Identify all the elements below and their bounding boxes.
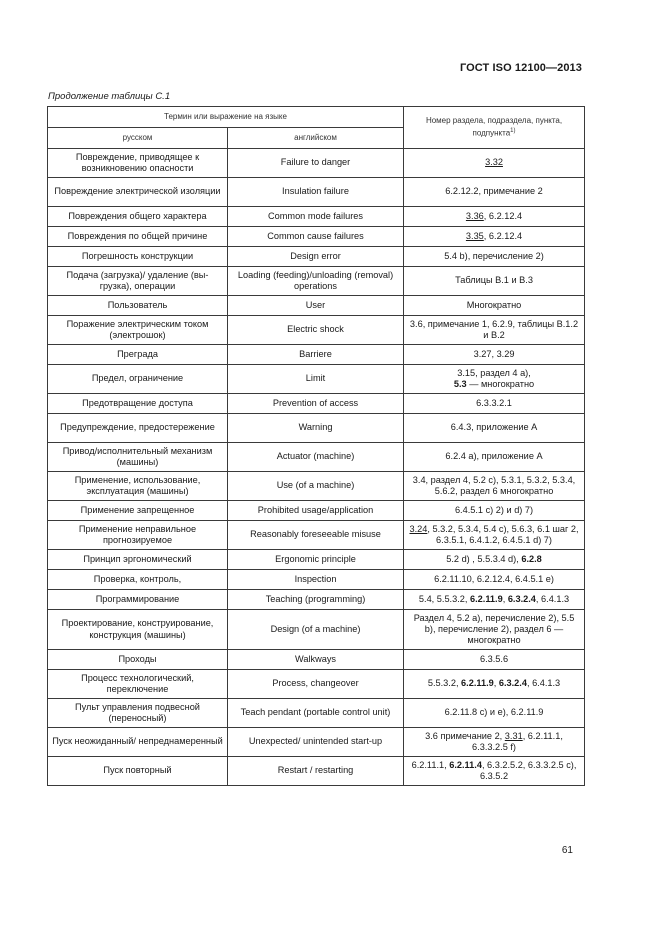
- term-en: Inspection: [228, 570, 404, 590]
- term-ru: Преграда: [48, 345, 228, 365]
- term-ref: 6.4.5.1 с) 2) и d) 7): [404, 501, 585, 521]
- term-ru: Пуск неожиданный/ непреднамеренный: [48, 728, 228, 757]
- term-en: Actuator (machine): [228, 443, 404, 472]
- term-ru: Процесс технологический, переключение: [48, 670, 228, 699]
- term-ru: Повреждение электрической изоляции: [48, 178, 228, 207]
- terms-table: [47, 106, 585, 786]
- term-ru: Пользователь: [48, 296, 228, 316]
- term-ru: Проектирование, конструирование, конструкция (машины): [48, 610, 228, 650]
- term-ref: 3.6 примечание 2, 3.31, 6.2.11.1, 6.3.3.2.5 f): [404, 728, 585, 757]
- table-row: [48, 316, 585, 345]
- term-en: User: [228, 296, 404, 316]
- term-ref: 6.2.11.8 c) и e), 6.2.11.9: [404, 699, 585, 728]
- term-ref: 5.5.3.2, 6.2.11.9, 6.3.2.4, 6.4.1.3: [404, 670, 585, 699]
- term-ref: 6.4.3, приложение А: [404, 414, 585, 443]
- term-ru: Повреждения общего характера: [48, 207, 228, 227]
- table-row: [48, 728, 585, 757]
- term-ru: Пуск повторный: [48, 757, 228, 786]
- table-row: [48, 207, 585, 227]
- table-row: [48, 365, 585, 394]
- table-row: [48, 472, 585, 501]
- term-ru: Принцип эргономический: [48, 550, 228, 570]
- term-ref: 3.32: [404, 149, 585, 178]
- table-row: [48, 590, 585, 610]
- table-row: [48, 699, 585, 728]
- term-ref: Многократно: [404, 296, 585, 316]
- term-ref: 3.15, раздел 4 а), 5.3 — многократно: [404, 365, 585, 394]
- header-english: английском: [228, 128, 404, 149]
- term-ref: 6.2.11.1, 6.2.11.4, 6.3.2.5.2, 6.3.3.2.5 c), 6.3.5.2: [404, 757, 585, 786]
- term-ref: 6.3.5.6: [404, 650, 585, 670]
- term-ref: Таблицы В.1 и В.3: [404, 267, 585, 296]
- term-en: Limit: [228, 365, 404, 394]
- term-ru: Применение неправильное прогнозируемое: [48, 521, 228, 550]
- term-ref: Раздел 4, 5.2 а), перечисление 2), 5.5 b), перечисление 2), раздел 6 — многократно: [404, 610, 585, 650]
- term-ref: 3.6, примечание 1, 6.2.9, таблицы В.1.2 и В.2: [404, 316, 585, 345]
- term-en: Process, changeover: [228, 670, 404, 699]
- term-ru: Проверка, контроль,: [48, 570, 228, 590]
- term-ru: Повреждение, приводящее к возникновению опасности: [48, 149, 228, 178]
- term-ref: 6.2.12.2, примечание 2: [404, 178, 585, 207]
- table-row: [48, 443, 585, 472]
- term-ru: Предел, ограничение: [48, 365, 228, 394]
- term-ru: Предотвращение доступа: [48, 394, 228, 414]
- table-row: [48, 670, 585, 699]
- table-row: [48, 178, 585, 207]
- term-ref: 5.2 d) , 5.5.3.4 d), 6.2.8: [404, 550, 585, 570]
- term-en: Insulation failure: [228, 178, 404, 207]
- term-ref: 3.4, раздел 4, 5.2 с), 5.3.1, 5.3.2, 5.3.4, 5.6.2, раздел 6 многократно: [404, 472, 585, 501]
- table-row: [48, 394, 585, 414]
- term-ru: Погрешность конструкции: [48, 247, 228, 267]
- term-ru: Применение, использование, эксплуатация (машины): [48, 472, 228, 501]
- term-en: Warning: [228, 414, 404, 443]
- term-en: Design (of a machine): [228, 610, 404, 650]
- term-ru: Программирование: [48, 590, 228, 610]
- term-en: Reasonably foreseeable misuse: [228, 521, 404, 550]
- table-caption: Продолжение таблицы С.1: [48, 91, 171, 102]
- term-ru: Применение запрещенное: [48, 501, 228, 521]
- term-ru: Повреждения по общей причине: [48, 227, 228, 247]
- document-header: ГОСТ ISO 12100—2013: [459, 62, 582, 74]
- term-en: Failure to danger: [228, 149, 404, 178]
- table-row: [48, 521, 585, 550]
- table-row: [48, 610, 585, 650]
- table-row: [48, 550, 585, 570]
- term-en: Electric shock: [228, 316, 404, 345]
- term-en: Common mode failures: [228, 207, 404, 227]
- term-en: Teach pendant (portable control unit): [228, 699, 404, 728]
- page-number: 61: [561, 845, 573, 856]
- term-ru: Предупреждение, предостережение: [48, 414, 228, 443]
- term-ru: Пульт управления подвесной (переносный): [48, 699, 228, 728]
- table-row: [48, 247, 585, 267]
- term-ref: 3.35, 6.2.12.4: [404, 227, 585, 247]
- header-term: Термин или выражение на языке: [48, 107, 404, 128]
- term-ru: Поражение электрическим током (электрошок): [48, 316, 228, 345]
- table-row: [48, 414, 585, 443]
- term-en: Prohibited usage/application: [228, 501, 404, 521]
- table-row: [48, 296, 585, 316]
- table-row: [48, 267, 585, 296]
- term-en: Common cause failures: [228, 227, 404, 247]
- term-ref: 6.3.3.2.1: [404, 394, 585, 414]
- term-ref: 5.4 b), перечисление 2): [404, 247, 585, 267]
- table-row: [48, 149, 585, 178]
- term-ref: 6.2.4 а), приложение А: [404, 443, 585, 472]
- table-row: [48, 650, 585, 670]
- header-number: Номер раздела, подраздела, пункта, подпункта$^{1)}$: [404, 107, 585, 149]
- term-en: Prevention of access: [228, 394, 404, 414]
- term-ref: 3.24, 5.3.2, 5.3.4, 5.4 c), 5.6.3, 6.1 шаг 2, 6.3.5.1, 6.4.1.2, 6.4.5.1 d) 7): [404, 521, 585, 550]
- term-en: Unexpected/ unintended start-up: [228, 728, 404, 757]
- term-ref: 3.27, 3.29: [404, 345, 585, 365]
- table-row: [48, 501, 585, 521]
- term-ref: 5.4, 5.5.3.2, 6.2.11.9, 6.3.2.4, 6.4.1.3: [404, 590, 585, 610]
- term-en: Walkways: [228, 650, 404, 670]
- table-row: [48, 757, 585, 786]
- term-en: Ergonomic principle: [228, 550, 404, 570]
- term-ref: 3.36, 6.2.12.4: [404, 207, 585, 227]
- term-en: Loading (feeding)/unloading (removal) operations: [228, 267, 404, 296]
- term-ru: Привод/исполнительный механизм (машины): [48, 443, 228, 472]
- term-en: Use (of a machine): [228, 472, 404, 501]
- header-russian: русском: [48, 128, 228, 149]
- term-ru: Подача (загрузка)/ удаление (вы-грузка), операции: [48, 267, 228, 296]
- term-en: Teaching (programming): [228, 590, 404, 610]
- table-row: [48, 345, 585, 365]
- table-row: [48, 570, 585, 590]
- term-ru: Проходы: [48, 650, 228, 670]
- term-ref: 6.2.11.10, 6.2.12.4, 6.4.5.1 е): [404, 570, 585, 590]
- table-row: [48, 227, 585, 247]
- term-en: Restart / restarting: [228, 757, 404, 786]
- term-en: Design error: [228, 247, 404, 267]
- term-en: Barriere: [228, 345, 404, 365]
